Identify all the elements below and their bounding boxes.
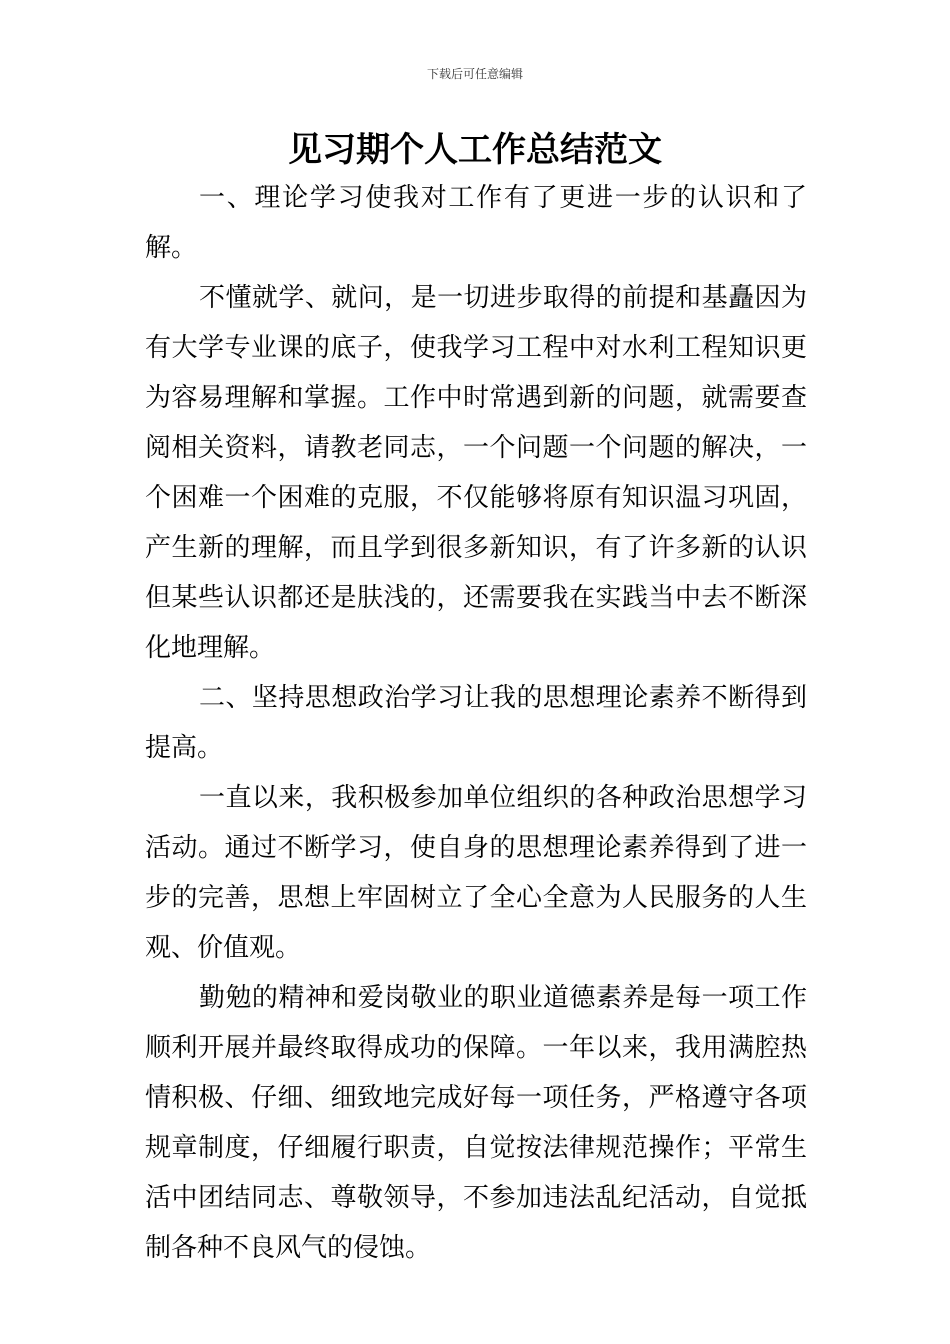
paragraph-1: 一、理论学习使我对工作有了更进一步的认识和了解。: [145, 183, 807, 263]
paragraph-4: 一直以来，我积极参加单位组织的各种政治思想学习活动。通过不断学习，使自身的思想理论素养得到了进一步的完善，思想上牢固树立了全心全意为人民服务的人生观、价值观。: [145, 783, 807, 963]
paragraph-3: 二、坚持思想政治学习让我的思想理论素养不断得到提高。: [145, 683, 807, 763]
header-note: 下载后可任意编辑: [426, 67, 523, 81]
document-body: [145, 173, 807, 1273]
document-title: 见习期个人工作总结范文: [288, 130, 662, 170]
paragraph-5: 勤勉的精神和爱岗敬业的职业道德素养是每一项工作顺利开展并最终取得成功的保障。一年以来，我用满腔热情积极、仔细、细致地完成好每一项任务，严格遵守各项规章制度，仔细履行职责，自觉按法律规范操作；平常生活中团结同志、尊敬领导，不参加违法乱纪活动，自觉抵制各种不良风气的侵蚀。: [145, 983, 807, 1263]
paragraph-2: 不懂就学、就问，是一切进步取得的前提和基矗因为有大学专业课的底子，使我学习工程中对水利工程知识更为容易理解和掌握。工作中时常遇到新的问题，就需要查阅相关资料，请教老同志，一个问题一个问题的解决，一个困难一个困难的克服，不仅能够将原有知识温习巩固，产生新的理解，而且学到很多新知识，有了许多新的认识但某些认识都还是肤浅的，还需要我在实践当中去不断深化地理解。: [145, 283, 807, 663]
